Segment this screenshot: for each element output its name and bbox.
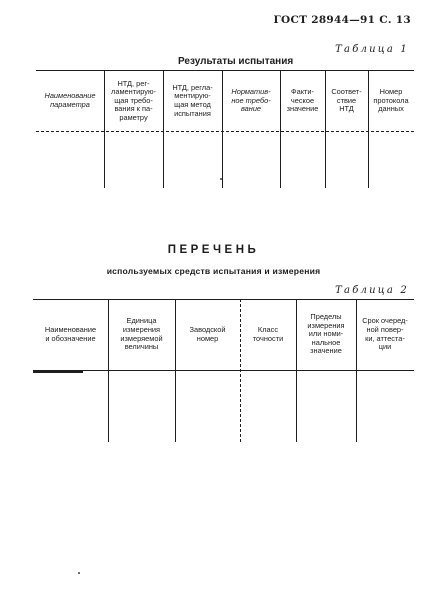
table2-header-rule-mark — [33, 371, 83, 373]
table1-header-cell: Соответ- ствие НТД — [331, 87, 362, 114]
table1-header-cell: Факти- ческое значение — [286, 87, 319, 114]
table1-label: Таблица 1 — [335, 44, 409, 55]
table1-header-cell: НТД, регла- ментирую- щая метод испытания — [172, 82, 213, 118]
table1-header-cell: Наименование параметра — [44, 91, 96, 109]
standard-header: ГОСТ 28944—91 С. 13 — [273, 14, 411, 26]
table2-header-cell: Наименование и обозначение — [44, 324, 97, 343]
table2-header-cell: Класс точности — [252, 324, 284, 343]
list-heading: ПЕРЕЧЕНЬ — [167, 244, 260, 256]
table1-title: Результаты испытания — [178, 56, 294, 67]
table1-header-rule — [36, 131, 414, 132]
table1-top-rule — [36, 70, 414, 71]
table1-header-cell: НТД, рег- ламентирую- щая требо- вания к па- раметру — [111, 78, 156, 122]
table1-header-cell: Номер протокола данных — [373, 87, 409, 114]
table2-header-cell: Срок очеред- ной повер- ки, аттеста- ции — [362, 316, 408, 352]
scan-speck — [220, 178, 222, 180]
table2-header-cell: Единица измерения измеряемой величины — [120, 316, 163, 352]
table2-header-cell: Заводской номер — [189, 324, 226, 343]
table2-label: Таблица 2 — [335, 285, 409, 296]
table1-header-cell: Норматив- ное требо- вание — [231, 87, 271, 114]
table2-header-cell: Пределы измерения или номи- нальное значение — [307, 312, 345, 356]
list-subheading: используемых средств испытания и измерения — [106, 266, 321, 276]
scan-speck — [78, 572, 80, 574]
